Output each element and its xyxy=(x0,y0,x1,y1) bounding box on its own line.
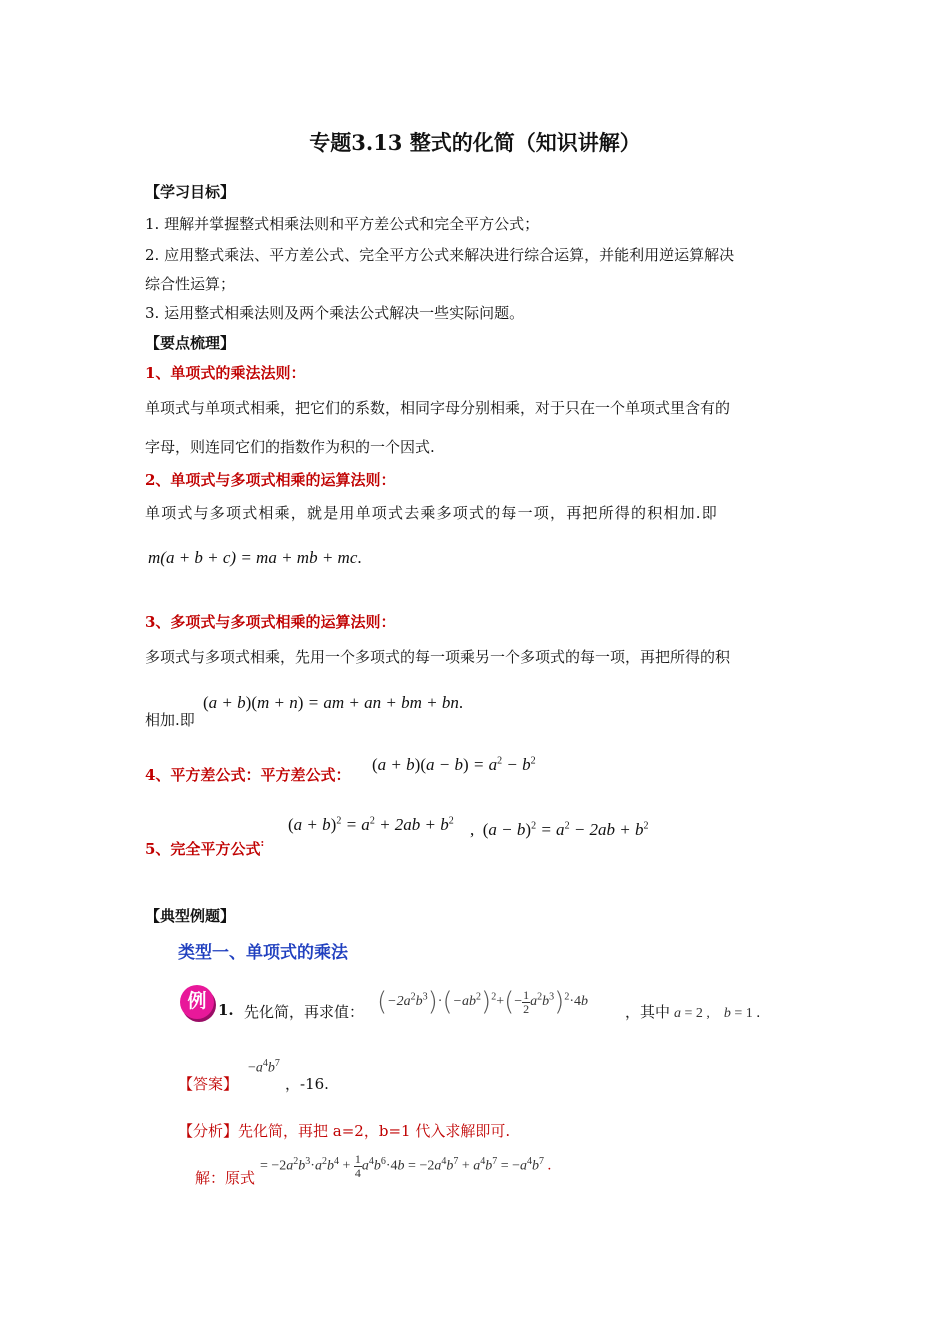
points-header: 【要点梳理】 xyxy=(145,334,236,352)
rule-1-text: 单项式与单项式相乘，把它们的系数，相同字母分别相乘，对于只在一个单项式里含有的 xyxy=(145,399,731,417)
rule-2-heading: 2、单项式与多项式相乘的运算法则： xyxy=(145,471,396,489)
example-expression: $(-2a^2b^3)\cdot(-ab^2)^2+(-$ $\frac{1}{2}$ $a^2b^3)^2\cdot 4b$ xyxy=(377,987,588,1017)
formula-monomial-polynomial: m(a + b + c) = ma + mb + mc. xyxy=(148,548,362,567)
goals-header: 【学习目标】 xyxy=(145,183,236,201)
answer-value: ，-16. xyxy=(285,1075,329,1093)
rule-1-heading: 1、单项式的乘法法则： xyxy=(145,364,306,382)
analysis-text: 先化简，再把 a=2，b=1 代入求解即可. xyxy=(238,1122,511,1140)
goal-item-2: 2. 应用整式乘法、平方差公式、完全平方公式来解决进行综合运算，并能利用逆运算解决 xyxy=(145,246,735,264)
solution-label: 解：原式 xyxy=(195,1169,256,1187)
goal-item-1: 1. 理解并掌握整式相乘法则和平方差公式和完全平方公式； xyxy=(145,215,540,233)
rule-5-heading: 5、完全平方公式: xyxy=(145,838,265,858)
analysis-label: 【分析】 xyxy=(178,1122,239,1140)
rule-4-heading: 4、平方差公式：平方差公式： xyxy=(145,766,351,784)
example-prompt: 先化简，再求值： xyxy=(244,1003,365,1021)
rule-2-text: 单项式与多项式相乘，就是用单项式去乘多项式的每一项，再把所得的积相加.即 xyxy=(145,504,718,522)
formula-square-of-sum: $(a + b)^2 = a^2 + 2ab + b^2$ xyxy=(288,815,454,834)
example-number: 1. xyxy=(218,1001,234,1019)
solution-expression: = $-2a^2b^3\cdot a^2b^4$ + $\frac{1}{4}$ $a^4b^6\cdot 4b = -2a^4b^7 + a^4b^7 = -a^4b^7$ . xyxy=(260,1152,552,1180)
analysis-line xyxy=(178,1120,510,1141)
type-1-heading: 类型一、单项式的乘法 xyxy=(178,943,348,963)
answer-label: 【答案】 xyxy=(178,1075,239,1093)
example-values: a = 2 , b = 1 . xyxy=(674,1005,761,1021)
goal-item-2-cont: 综合性运算； xyxy=(145,275,236,293)
rule-3-text: 多项式与多项式相乘，先用一个多项式的每一项乘另一个多项式的每一项，再把所得的积 xyxy=(145,648,731,666)
example-badge: 例 xyxy=(180,985,214,1019)
examples-header: 【典型例题】 xyxy=(145,907,236,925)
example-where: ，其中 xyxy=(625,1003,671,1021)
page-title: 专题3.13 整式的化简（知识讲解） xyxy=(309,130,641,155)
formula-polynomial-polynomial: (a + b)(m + n) = am + an + bm + bn. xyxy=(203,693,464,712)
rule-3-heading: 3、多项式与多项式相乘的运算法则： xyxy=(145,613,396,631)
formula-difference-of-squares: $(a + b)(a - b) = a^2 - b^2$ xyxy=(372,755,536,774)
rule-1-text-cont: 字母，则连同它们的指数作为积的一个因式. xyxy=(145,438,435,456)
rule-3-text-cont: 相加.即 xyxy=(145,711,195,729)
answer-expression: $-a^4b^7$ xyxy=(248,1058,280,1076)
goal-item-3: 3. 运用整式相乘法则及两个乘法公式解决一些实际问题。 xyxy=(145,304,525,322)
formula-square-of-difference: , $(a - b)^2 = a^2 - 2ab + b^2$ xyxy=(470,820,649,839)
